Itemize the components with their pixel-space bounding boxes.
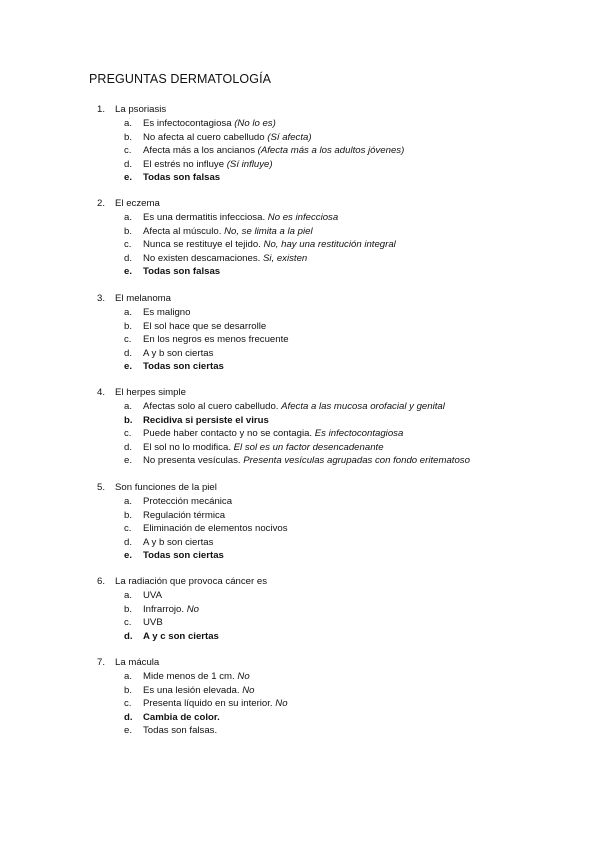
answer-option bbox=[97, 670, 288, 684]
option-text: Afecta más a los ancianos bbox=[143, 145, 258, 157]
option-text: En los negros es menos frecuente bbox=[143, 334, 289, 346]
option-letter: d. bbox=[124, 536, 133, 548]
option-letter: a. bbox=[124, 590, 133, 601]
question-item bbox=[97, 575, 267, 643]
option-note: Afecta a las mucosa orofacial y genital bbox=[281, 401, 445, 412]
answer-option bbox=[97, 616, 267, 630]
option-letter: c. bbox=[124, 239, 132, 251]
answer-option bbox=[97, 131, 404, 145]
option-letter: a. bbox=[124, 212, 133, 223]
question-heading bbox=[97, 386, 470, 400]
question-text: El eczema bbox=[115, 198, 160, 209]
answer-option bbox=[97, 549, 288, 563]
answer-option bbox=[97, 225, 396, 239]
option-text: Todas son falsas bbox=[143, 266, 221, 278]
option-text: A y c son ciertas bbox=[143, 630, 219, 642]
option-text: Infrarrojo. bbox=[143, 603, 187, 615]
option-note: No es infecciosa bbox=[267, 212, 339, 223]
option-text: Todas son falsas bbox=[143, 172, 221, 184]
question-text: El melanoma bbox=[115, 293, 171, 304]
option-note: No bbox=[275, 698, 288, 710]
option-text: Presenta líquido en su interior. bbox=[143, 698, 276, 710]
answer-option bbox=[97, 211, 396, 225]
option-text: Regulación térmica bbox=[143, 509, 226, 521]
question-text: El herpes simple bbox=[115, 387, 186, 398]
answer-option bbox=[97, 333, 289, 347]
option-letter: b. bbox=[124, 603, 133, 615]
option-letter: d. bbox=[124, 711, 133, 723]
answer-option bbox=[97, 158, 404, 172]
option-letter: e. bbox=[124, 172, 133, 184]
question-text: Son funciones de la piel bbox=[115, 482, 217, 493]
option-text: Puede haber contacto y no se contagia. bbox=[143, 428, 315, 440]
option-note: No, hay una restitución integral bbox=[263, 239, 396, 251]
page-title: PREGUNTAS DERMATOLOGÍA bbox=[89, 72, 272, 86]
option-letter: a. bbox=[124, 307, 133, 318]
answer-option bbox=[97, 589, 267, 603]
option-letter: c. bbox=[124, 145, 132, 157]
option-text: Afectas solo al cuero cabelludo. bbox=[143, 401, 282, 412]
option-text: Nunca se restituye el tejido. bbox=[143, 239, 264, 251]
answer-option bbox=[97, 684, 288, 698]
answer-option bbox=[97, 522, 288, 536]
option-note: Es infectocontagiosa bbox=[314, 428, 404, 440]
answer-option bbox=[97, 347, 289, 361]
answer-options bbox=[97, 117, 404, 185]
option-text: Es infectocontagiosa bbox=[143, 118, 235, 129]
answer-option bbox=[97, 400, 470, 414]
option-text: Todas son ciertas bbox=[143, 550, 224, 562]
answer-option bbox=[97, 454, 470, 468]
option-note: No bbox=[242, 684, 255, 696]
option-letter: e. bbox=[124, 266, 133, 278]
option-letter: d. bbox=[124, 441, 133, 453]
answer-option bbox=[97, 427, 470, 441]
option-letter: a. bbox=[124, 401, 133, 412]
option-note: (No lo es) bbox=[234, 118, 276, 129]
question-number: 6. bbox=[97, 576, 106, 587]
option-text: Es una lesión elevada. bbox=[143, 684, 243, 696]
option-letter: c. bbox=[124, 698, 132, 710]
option-letter: d. bbox=[124, 347, 133, 359]
question-heading bbox=[97, 197, 396, 211]
option-note: No bbox=[186, 603, 199, 615]
answer-option bbox=[97, 724, 288, 738]
option-letter: b. bbox=[124, 225, 133, 237]
question-number: 5. bbox=[97, 482, 106, 493]
answer-option bbox=[97, 171, 404, 185]
option-text: Todas son ciertas bbox=[143, 361, 224, 373]
question-item bbox=[97, 481, 288, 563]
answer-options bbox=[97, 211, 396, 279]
answer-option bbox=[97, 509, 288, 523]
question-item bbox=[97, 197, 396, 279]
question-text: La radiación que provoca cáncer es bbox=[115, 576, 267, 587]
option-letter: a. bbox=[124, 118, 133, 129]
option-text: A y b son ciertas bbox=[143, 536, 214, 548]
option-letter: b. bbox=[124, 414, 133, 426]
answer-option bbox=[97, 711, 288, 725]
answer-option bbox=[97, 414, 470, 428]
option-note: No bbox=[237, 671, 250, 682]
option-note: No, se limita a la piel bbox=[224, 225, 313, 237]
answer-options bbox=[97, 589, 267, 643]
question-number: 4. bbox=[97, 387, 106, 398]
option-text: El estrés no influye bbox=[143, 158, 227, 170]
option-text: Eliminación de elementos nocivos bbox=[143, 523, 288, 535]
option-text: No afecta al cuero cabelludo bbox=[143, 131, 268, 143]
question-text: La mácula bbox=[115, 657, 160, 668]
answer-options bbox=[97, 400, 470, 468]
option-text: Mide menos de 1 cm. bbox=[143, 671, 238, 682]
option-text: Es una dermatitis infecciosa. bbox=[143, 212, 268, 223]
answer-option bbox=[97, 252, 396, 266]
answer-option bbox=[97, 265, 396, 279]
answer-option bbox=[97, 306, 289, 320]
answer-option bbox=[97, 441, 470, 455]
question-item bbox=[97, 386, 470, 468]
answer-option bbox=[97, 603, 267, 617]
question-text: La psoriasis bbox=[115, 104, 167, 115]
question-item bbox=[97, 103, 404, 185]
option-text: UVB bbox=[143, 617, 163, 629]
question-item bbox=[97, 292, 289, 374]
answer-options bbox=[97, 495, 288, 563]
question-heading bbox=[97, 292, 289, 306]
option-letter: b. bbox=[124, 684, 133, 696]
answer-options bbox=[97, 306, 289, 374]
option-text: UVA bbox=[143, 590, 163, 601]
option-letter: c. bbox=[124, 334, 132, 346]
question-heading bbox=[97, 103, 404, 117]
answer-options bbox=[97, 670, 288, 738]
option-note: El sol es un factor desencadenante bbox=[233, 441, 384, 453]
answer-option bbox=[97, 144, 404, 158]
answer-option bbox=[97, 536, 288, 550]
answer-option bbox=[97, 495, 288, 509]
option-note: (Sí influye) bbox=[226, 158, 273, 170]
question-number: 3. bbox=[97, 293, 106, 304]
option-text: No presenta vesículas. bbox=[143, 455, 244, 467]
option-letter: e. bbox=[124, 725, 133, 737]
option-text: El sol no lo modifica. bbox=[143, 441, 234, 453]
option-note: (Afecta más a los adultos jóvenes) bbox=[257, 145, 405, 157]
option-letter: d. bbox=[124, 252, 133, 264]
option-letter: e. bbox=[124, 550, 133, 562]
option-text: Recidiva si persiste el virus bbox=[143, 414, 269, 426]
option-text: Afecta al músculo. bbox=[143, 225, 225, 237]
answer-option bbox=[97, 360, 289, 374]
option-letter: b. bbox=[124, 320, 133, 332]
question-number: 2. bbox=[97, 198, 106, 209]
question-item bbox=[97, 656, 288, 738]
option-text: Protección mecánica bbox=[143, 496, 233, 507]
question-heading bbox=[97, 656, 288, 670]
option-note: (Sí afecta) bbox=[267, 131, 312, 143]
question-heading bbox=[97, 575, 267, 589]
option-letter: b. bbox=[124, 509, 133, 521]
question-number: 1. bbox=[97, 104, 106, 115]
option-letter: e. bbox=[124, 361, 133, 373]
option-text: Todas son falsas. bbox=[143, 725, 218, 737]
answer-option bbox=[97, 117, 404, 131]
option-text: Es maligno bbox=[143, 307, 191, 318]
option-letter: d. bbox=[124, 630, 133, 642]
option-note: Si, existen bbox=[262, 252, 308, 264]
option-letter: b. bbox=[124, 131, 133, 143]
option-letter: a. bbox=[124, 671, 133, 682]
option-letter: c. bbox=[124, 523, 132, 535]
option-text: El sol hace que se desarrolle bbox=[143, 320, 267, 332]
answer-option bbox=[97, 630, 267, 644]
option-letter: c. bbox=[124, 617, 132, 629]
option-letter: d. bbox=[124, 158, 133, 170]
option-letter: c. bbox=[124, 428, 132, 440]
option-note: Presenta vesículas agrupadas con fondo eritematoso bbox=[243, 455, 470, 467]
option-letter: a. bbox=[124, 496, 133, 507]
answer-option bbox=[97, 320, 289, 334]
question-heading bbox=[97, 481, 288, 495]
question-number: 7. bbox=[97, 657, 106, 668]
answer-option bbox=[97, 697, 288, 711]
answer-option bbox=[97, 238, 396, 252]
option-text: No existen descamaciones. bbox=[143, 252, 263, 264]
option-text: A y b son ciertas bbox=[143, 347, 214, 359]
option-letter: e. bbox=[124, 455, 133, 467]
option-text: Cambia de color. bbox=[143, 711, 220, 723]
